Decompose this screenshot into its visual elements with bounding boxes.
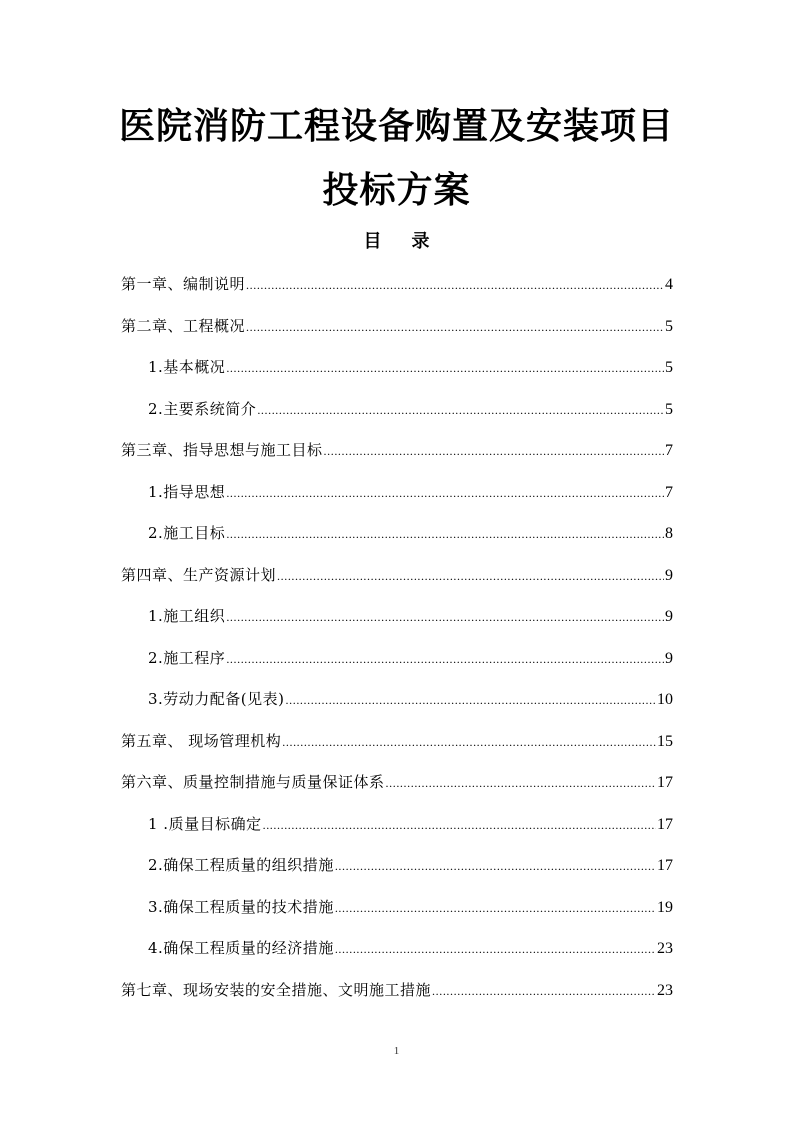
toc-entry-page: 9 [665, 608, 673, 625]
toc-entry-label: 1 .质量目标确定 [148, 814, 262, 833]
toc-entry[interactable] [121, 399, 673, 441]
document-title-line-1: 医院消防工程设备购置及安装项目 [118, 106, 674, 147]
toc-entry-page: 4 [665, 276, 673, 293]
toc-entry[interactable] [121, 440, 673, 482]
toc-entry-label: 1.施工组织 [148, 607, 226, 625]
toc-entry-page: 9 [665, 649, 673, 667]
toc-entry-page: 9 [665, 566, 673, 584]
toc-entry-page: 19 [657, 898, 673, 916]
toc-entry-page: 7 [665, 442, 673, 459]
toc-entry[interactable] [121, 565, 673, 607]
toc-entry-label: 3.确保工程质量的技术措施 [148, 897, 334, 916]
toc-entry-label: 第二章、工程概况 [121, 316, 246, 335]
toc-dot-leader [226, 607, 664, 627]
toc-dot-leader [335, 898, 656, 918]
toc-dot-leader [226, 524, 664, 544]
toc-entry[interactable] [121, 274, 673, 316]
toc-dot-leader [432, 981, 656, 1001]
toc-dot-leader [282, 732, 656, 752]
toc-entry-page: 5 [665, 400, 673, 418]
toc-entry-page: 8 [665, 525, 673, 542]
toc-entry-label: 第六章、质量控制措施与质量保证体系 [121, 773, 385, 791]
toc-dot-leader [226, 649, 664, 669]
toc-entry-label: 2.主要系统简介 [148, 399, 257, 418]
toc-entry[interactable] [121, 855, 673, 897]
toc-dot-leader [246, 317, 664, 337]
toc-entry[interactable] [121, 523, 673, 565]
toc-entry[interactable] [121, 316, 673, 358]
toc-dot-leader [263, 815, 656, 835]
toc-entry-page: 5 [665, 317, 673, 335]
toc-entry[interactable] [121, 897, 673, 939]
toc-entry-label: 第三章、指导思想与施工目标 [121, 441, 323, 459]
page-number: 1 [393, 1045, 400, 1057]
toc-dot-leader [335, 856, 656, 876]
toc-dot-leader [257, 400, 664, 420]
toc-entry-label: 1.指导思想 [148, 482, 226, 501]
toc-dot-leader [335, 939, 656, 959]
toc-entry-label: 2.施工目标 [148, 524, 226, 542]
toc-entry-page: 23 [657, 981, 673, 999]
toc-entry-label: 4.确保工程质量的经济措施 [148, 939, 334, 957]
toc-entry-label: 第五章、 现场管理机构 [121, 731, 282, 750]
toc-entry-page: 23 [657, 940, 673, 957]
toc-entry[interactable] [121, 648, 673, 690]
toc-entry[interactable] [121, 814, 673, 856]
toc-entry[interactable] [121, 689, 673, 731]
table-of-contents [121, 274, 673, 1021]
toc-entry-label: 第七章、现场安装的安全措施、文明施工措施 [121, 980, 432, 999]
toc-entry-page: 7 [665, 483, 673, 501]
toc-entry[interactable] [121, 606, 673, 648]
toc-entry-page: 17 [657, 857, 673, 874]
toc-entry-label: 3.劳动力配备(见表) [148, 690, 285, 708]
toc-dot-leader [277, 566, 664, 586]
toc-entry[interactable] [121, 938, 673, 980]
toc-dot-leader [246, 275, 664, 295]
toc-entry-label: 2.确保工程质量的组织措施 [148, 856, 334, 874]
toc-entry-label: 1.基本概况 [148, 358, 226, 376]
toc-dot-leader [286, 690, 656, 710]
toc-entry-label: 第一章、编制说明 [121, 275, 246, 293]
toc-entry-label: 2.施工程序 [148, 648, 226, 667]
toc-entry[interactable] [121, 731, 673, 773]
toc-entry-page: 10 [657, 691, 673, 708]
toc-entry-page: 17 [657, 815, 673, 833]
document-title-line-2: 投标方案 [322, 170, 471, 211]
toc-dot-leader [226, 483, 664, 503]
toc-entry[interactable] [121, 482, 673, 524]
toc-heading-part-1: 目 [363, 231, 382, 252]
toc-dot-leader [324, 441, 664, 461]
toc-heading-part-2: 录 [411, 231, 430, 252]
toc-entry[interactable] [121, 357, 673, 399]
toc-entry-page: 15 [657, 732, 673, 750]
toc-entry[interactable] [121, 980, 673, 1022]
toc-entry-page: 17 [657, 774, 673, 791]
toc-dot-leader [226, 358, 664, 378]
toc-dot-leader [386, 773, 656, 793]
toc-heading [0, 233, 793, 251]
toc-entry-page: 5 [665, 359, 673, 376]
toc-entry-label: 第四章、生产资源计划 [121, 565, 277, 584]
toc-entry[interactable] [121, 772, 673, 814]
